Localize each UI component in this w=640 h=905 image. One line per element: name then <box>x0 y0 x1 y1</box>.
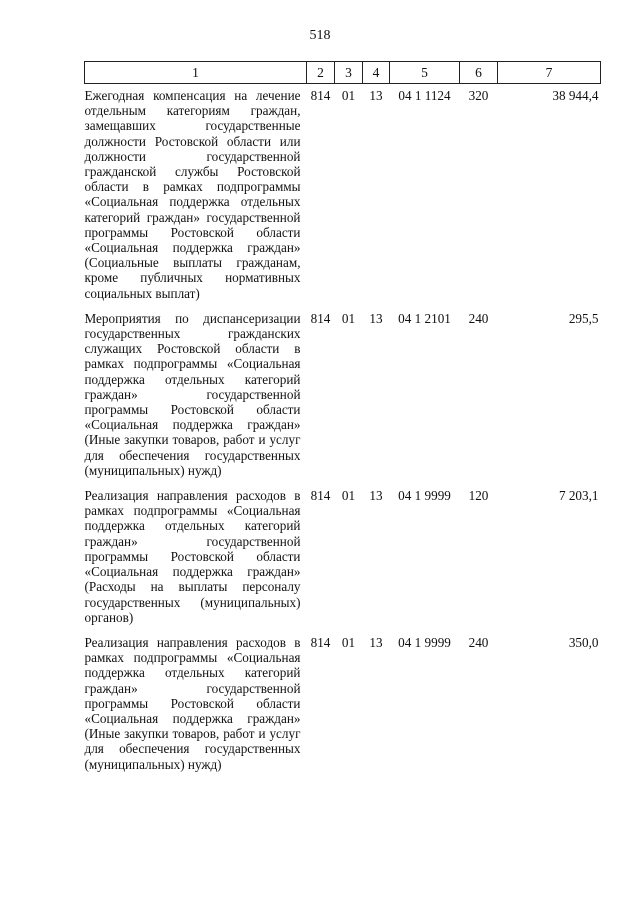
expense-type-code: 240 <box>468 634 489 650</box>
column-header: 3 <box>335 62 363 84</box>
expense-type-code: 320 <box>468 88 489 103</box>
column-header: 4 <box>363 62 390 84</box>
table-row <box>85 311 601 488</box>
column-header: 2 <box>307 62 335 84</box>
subsection-code: 13 <box>369 634 383 650</box>
budget-table <box>84 61 601 782</box>
target-article-code: 04 1 2101 <box>398 310 451 326</box>
ministry-code: 814 <box>310 488 331 504</box>
table-row <box>85 488 601 635</box>
row-description: Реализация направления расходов в рамках подпрограммы «Социальная поддержка отдельных категорий граждан» государственной программы Ростовской области «Социальная поддержка граждан» (Иные закупки товаров, работ и услуг для обеспечения государственных (муниципальных) нужд) <box>84 634 301 772</box>
column-header: 1 <box>85 62 307 84</box>
amount-value: 350,0 <box>568 634 599 650</box>
page-number: 518 <box>309 28 331 43</box>
row-description: Реализация направления расходов в рамках подпрограммы «Социальная поддержка отдельных категорий граждан» государственной программы Ростовской области «Социальная поддержка граждан» (Расходы на выплаты персоналу государственных (муниципальных) органов) <box>84 488 301 625</box>
amount-value: 295,5 <box>568 310 599 326</box>
column-header: 5 <box>390 62 460 84</box>
expense-type-code: 120 <box>468 488 489 504</box>
subsection-code: 13 <box>369 310 383 326</box>
section-code: 01 <box>341 88 356 103</box>
section-code: 01 <box>341 488 356 504</box>
target-article-code: 04 1 9999 <box>398 488 451 504</box>
amount-value: 7 203,1 <box>558 488 599 504</box>
section-code: 01 <box>341 634 356 650</box>
ministry-code: 814 <box>310 310 331 326</box>
column-header: 7 <box>498 62 601 84</box>
row-description: Мероприятия по диспансеризации государственных гражданских служащих Ростовской области в рамках подпрограммы «Социальная поддержка отдельных категорий граждан» государственной программы Ростовской области «Социальная поддержка граждан» (Иные закупки товаров, работ и услуг для обеспечения государственных (муниципальных) нужд) <box>84 310 301 478</box>
row-description: Ежегодная компенсация на лечение отдельным категориям граждан, замещавших государственные должности Ростовской области или должности государственной гражданской службы Ростовской области в рамках подпрограммы «Социальная поддержка отдельных категорий граждан» государственной программы Ростовской области «Социальная поддержка граждан» (Социальные выплаты гражданам, кроме публичных нормативных социальных выплат) <box>84 88 301 301</box>
subsection-code: 13 <box>369 88 383 103</box>
subsection-code: 13 <box>369 488 383 504</box>
ministry-code: 814 <box>310 88 331 103</box>
header-row <box>85 62 601 84</box>
amount-value: 38 944,4 <box>552 88 599 103</box>
table-row <box>85 635 601 782</box>
target-article-code: 04 1 1124 <box>398 88 451 103</box>
section-code: 01 <box>341 310 356 326</box>
ministry-code: 814 <box>310 634 331 650</box>
target-article-code: 04 1 9999 <box>398 634 451 650</box>
expense-type-code: 240 <box>468 310 489 326</box>
column-header: 6 <box>460 62 498 84</box>
table-row <box>85 84 601 311</box>
